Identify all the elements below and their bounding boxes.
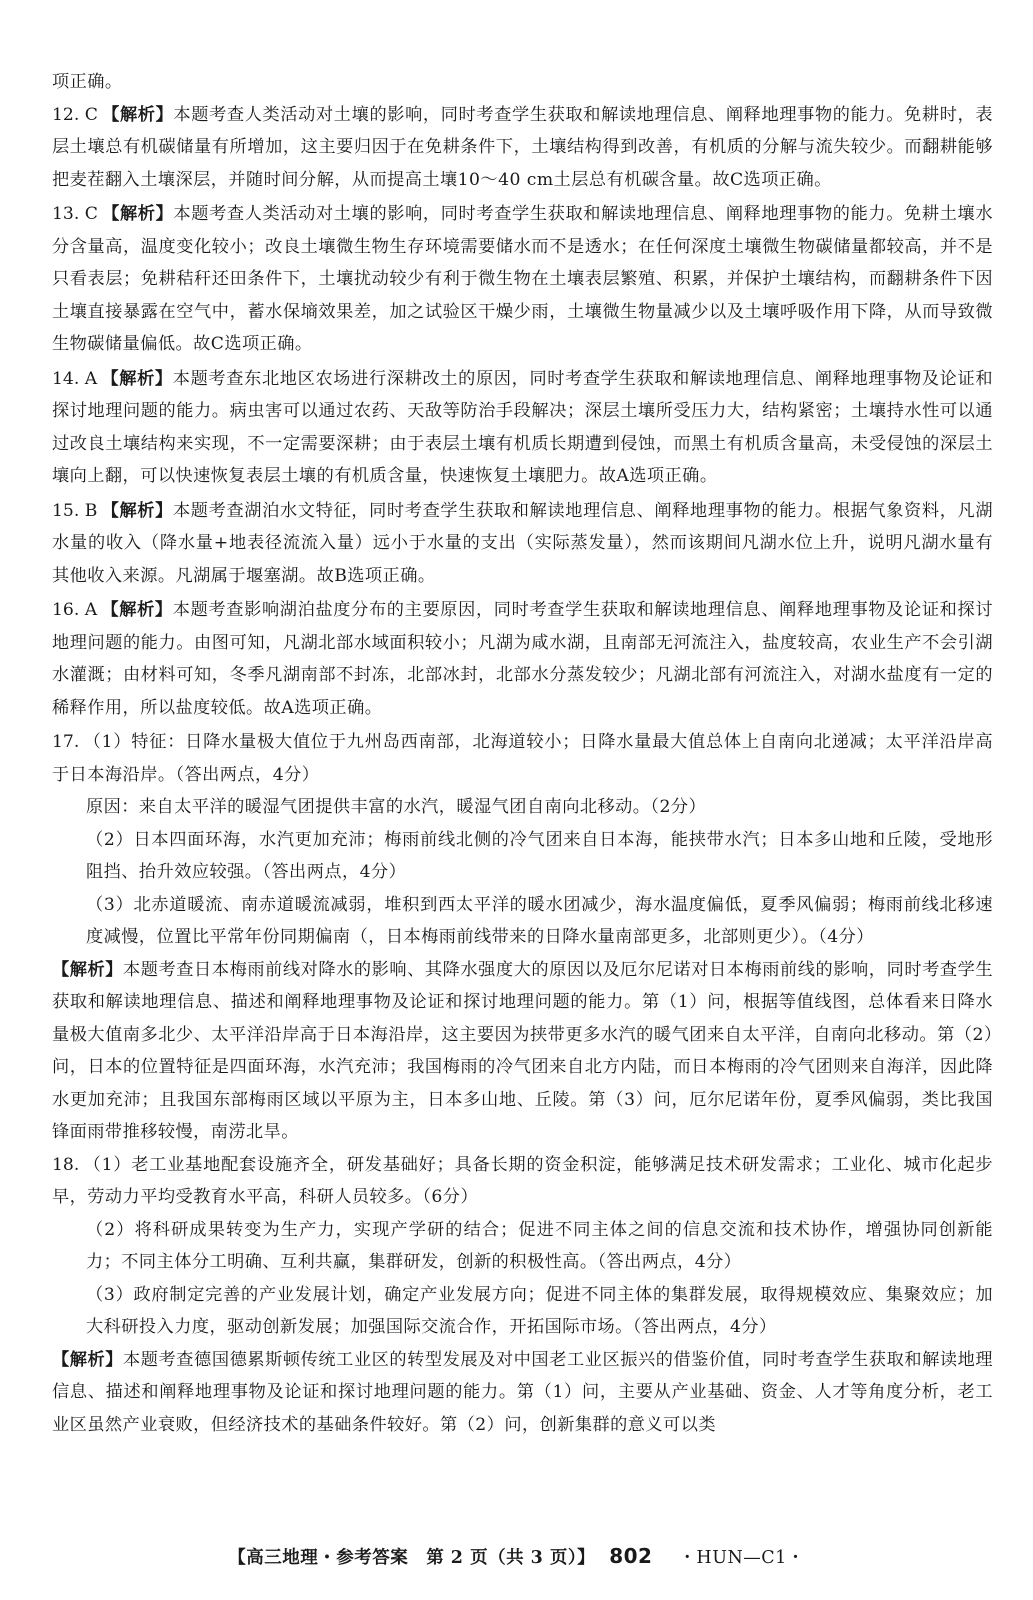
question-number: 16. A bbox=[52, 600, 98, 620]
analysis-text: 本题考查德国德累斯顿传统工业区的转型发展及对中国老工业区振兴的借鉴价值，同时考查学生获取和解读地理信息、描述和阐释地理事物及论证和探讨地理问题的能力。第（1）问，主要从产业基础、资金、人才等角度分析，老工业区虽然产业衰败，但经济技术的基础条件较好。第（2）问，创新集群的意义可以类 bbox=[52, 1349, 993, 1435]
q17-part1-text: （1）特征：日降水量极大值位于九州岛西南部，北海道较小；日降水量最大值总体上自南向北递减；太平洋沿岸高于日本海沿岸。（答出两点，4分） bbox=[52, 732, 993, 785]
question-number: 13. C bbox=[52, 204, 98, 224]
question-17 bbox=[52, 726, 993, 1149]
analysis-tag: 【解析】 bbox=[101, 368, 173, 389]
q18-part2: （2）将科研成果转变为生产力，实现产学研的结合；促进不同主体之间的信息交流和技术协作，增强协同创新能力；不同主体分工明确、互利共赢，集群研发，创新的积极性高。（答出两点，4分） bbox=[86, 1219, 993, 1272]
q17-part1-reason: 原因：来自太平洋的暖湿气团提供丰富的水汽，暖湿气团自南向北移动。（2分） bbox=[86, 797, 707, 817]
q18-analysis bbox=[52, 1344, 993, 1442]
page-footer bbox=[0, 1544, 1033, 1569]
question-number: 14. A bbox=[52, 368, 98, 389]
question-16 bbox=[52, 594, 993, 724]
q17-part2: （2）日本四面环海，水汽更加充沛；梅雨前线北侧的冷气团来自日本海，能挟带水汽；日本多山地和丘陵，受地形阻挡、抬升效应较强。（答出两点，4分） bbox=[86, 829, 993, 882]
question-12 bbox=[52, 99, 993, 197]
analysis-text: 本题考查湖泊水文特征，同时考查学生获取和解读地理信息、阐释地理事物的能力。根据气象资料，凡湖水量的收入（降水量+地表径流流入量）远小于水量的支出（实际蒸发量），然而该期间凡湖水位上升，说明凡湖水量有其他收入来源。凡湖属于堰塞湖。故B选项正确。 bbox=[52, 500, 993, 586]
question-number: 15. B bbox=[52, 500, 98, 521]
q18-part1-text: （1）老工业基地配套设施齐全，研发基础好；具备长期的资金积淀，能够满足技术研发需求；工业化、城市化起步早，劳动力平均受教育水平高，科研人员较多。（6分） bbox=[52, 1154, 993, 1207]
analysis-tag: 【解析】 bbox=[101, 204, 174, 224]
question-15 bbox=[52, 495, 993, 593]
analysis-text: 本题考查日本梅雨前线对降水的影响、其降水强度大的原因以及厄尔尼诺对日本梅雨前线的影响，同时考查学生获取和解读地理信息、描述和阐释地理事物及论证和探讨地理问题的能力。第（1）问，根据等值线图，总体看来日降水量极大值南多北少、太平洋沿岸高于日本海沿岸，这主要因为挟带更多水汽的暖气团来自太平洋，自南向北移动。第（2）问，日本的位置特征是四面环海，水汽充沛；我国梅雨的冷气团来自北方内陆，而日本梅雨的冷气团则来自海洋，因此降水更加充沛；且我国东部梅雨区域以平原为主，日本多山地、丘陵。第（3）问，厄尔尼诺年份，夏季风偏弱，类比我国锋面雨带推移较慢，南涝北旱。 bbox=[52, 959, 993, 1142]
analysis-tag: 【解析】 bbox=[101, 500, 173, 521]
footer-code: 802 bbox=[609, 1544, 653, 1568]
q17-analysis bbox=[52, 954, 993, 1149]
analysis-text: 本题考查人类活动对土壤的影响，同时考查学生获取和解读地理信息、阐释地理事物的能力。免耕土壤水分含量高，温度变化较小；改良土壤微生物生存环境需要储水而不是透水；在任何深度土壤微生物碳储量都较高，并不是只看表层；免耕秸秆还田条件下，土壤扰动较少有利于微生物在土壤表层繁殖、积累，并保护土壤结构，而翻耕条件下因土壤直接暴露在空气中，蓄水保墒效果差，加之试验区干燥少雨，土壤微生物量减少以及土壤呼吸作用下降，从而导致微生物碳储量偏低。故C选项正确。 bbox=[52, 204, 993, 354]
analysis-text: 本题考查东北地区农场进行深耕改土的原因，同时考查学生获取和解读地理信息、阐释地理事物及论证和探讨地理问题的能力。病虫害可以通过农药、天敌等防治手段解决；深层土壤所受压力大，结构紧密；土壤持水性可以通过改良土壤结构来实现，不一定需要深耕；由于表层土壤有机质长期遭到侵蚀，而黑土有机质含量高，未受侵蚀的深层土壤向上翻，可以快速恢复表层土壤的有机质含量，快速恢复土壤肥力。故A选项正确。 bbox=[52, 368, 993, 486]
analysis-tag: 【解析】 bbox=[101, 600, 173, 620]
q17-part1 bbox=[52, 726, 993, 791]
question-number: 18. bbox=[52, 1154, 80, 1175]
question-number: 17. bbox=[52, 732, 80, 752]
analysis-tag: 【解析】 bbox=[52, 959, 124, 980]
footer-series: ・HUN—C1・ bbox=[678, 1548, 805, 1568]
q17-part3: （3）北赤道暖流、南赤道暖流减弱，堆积到西太平洋的暖水团减少，海水温度偏低，夏季风偏弱；梅雨前线北移速度减慢，位置比平常年份同期偏南（，日本梅雨前线带来的日降水量南部更多，北部则更少）。（4分） bbox=[86, 894, 993, 947]
analysis-tag: 【解析】 bbox=[52, 1349, 124, 1370]
question-number: 12. C bbox=[52, 104, 98, 125]
intro-line: 项正确。 bbox=[52, 72, 123, 92]
analysis-tag: 【解析】 bbox=[101, 104, 174, 125]
question-13 bbox=[52, 198, 993, 361]
question-14 bbox=[52, 363, 993, 493]
footer-label: 【高三地理・参考答案 第 2 页（共 3 页）】 bbox=[228, 1548, 596, 1568]
question-18 bbox=[52, 1149, 993, 1442]
q18-part3: （3）政府制定完善的产业发展计划，确定产业发展方向；促进不同主体的集群发展，取得规模效应、集聚效应；加大科研投入力度，驱动创新发展；加强国际交流合作，开拓国际市场。（答出两点，4分） bbox=[86, 1284, 993, 1337]
analysis-text: 本题考查人类活动对土壤的影响，同时考查学生获取和解读地理信息、阐释地理事物的能力。免耕时，表层土壤总有机碳储量有所增加，这主要归因于在免耕条件下，土壤结构得到改善，有机质的分解与流失较少。而翻耕能够把麦茬翻入土壤深层，并随时间分解，从而提高土壤10～40 cm土层总有机碳含量。故C选项正确。 bbox=[52, 104, 993, 190]
q18-part1 bbox=[52, 1149, 993, 1214]
analysis-text: 本题考查影响湖泊盐度分布的主要原因，同时考查学生获取和解读地理信息、阐释地理事物及论证和探讨地理问题的能力。由图可知，凡湖北部水域面积较小；凡湖为咸水湖，且南部无河流注入，盐度较高，农业生产不会引湖水灌溉；由材料可知，冬季凡湖南部不封冻，北部冰封，北部水分蒸发较少；凡湖北部有河流注入，对湖水盐度有一定的稀释作用，所以盐度较低。故A选项正确。 bbox=[52, 600, 993, 718]
